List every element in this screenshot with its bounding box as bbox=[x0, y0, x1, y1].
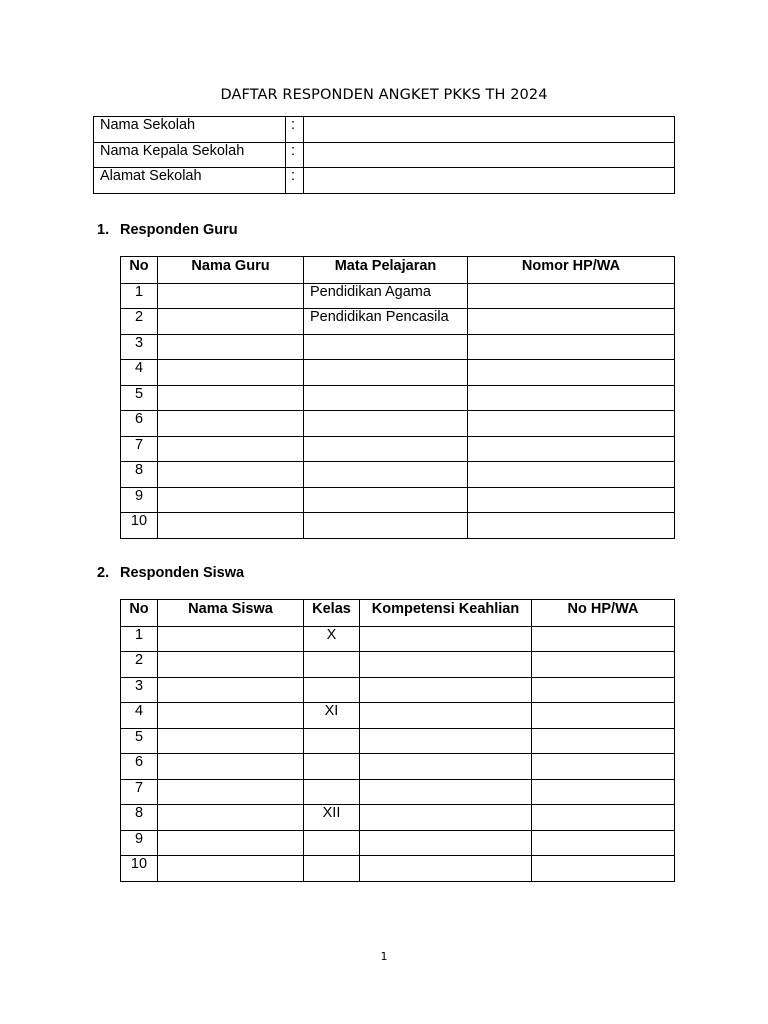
cell-no: 5 bbox=[121, 728, 158, 754]
cell-kompetensi-keahlian[interactable] bbox=[360, 703, 532, 729]
siswa-table bbox=[120, 599, 675, 882]
cell-no-hp-wa[interactable] bbox=[532, 652, 675, 678]
header-nama-guru: Nama Guru bbox=[158, 257, 304, 284]
table-row bbox=[121, 385, 675, 411]
cell-nama-guru[interactable] bbox=[158, 462, 304, 488]
table-row bbox=[121, 513, 675, 539]
info-colon: : bbox=[286, 142, 304, 168]
cell-no-hp-wa[interactable] bbox=[532, 677, 675, 703]
info-colon: : bbox=[286, 117, 304, 143]
cell-nomor-hp-wa[interactable] bbox=[468, 360, 675, 386]
info-value-field[interactable] bbox=[304, 168, 675, 194]
cell-no: 4 bbox=[121, 703, 158, 729]
table-row bbox=[121, 779, 675, 805]
info-label: Nama Sekolah bbox=[94, 117, 286, 143]
page-title: DAFTAR RESPONDEN ANGKET PKKS TH 2024 bbox=[220, 87, 548, 103]
table-row bbox=[121, 487, 675, 513]
cell-kelas[interactable]: XI bbox=[304, 703, 360, 729]
cell-kompetensi-keahlian[interactable] bbox=[360, 728, 532, 754]
info-row bbox=[94, 168, 675, 194]
cell-nama-guru[interactable] bbox=[158, 436, 304, 462]
cell-nama-guru[interactable] bbox=[158, 513, 304, 539]
cell-kelas[interactable]: XII bbox=[304, 805, 360, 831]
cell-mata-pelajaran[interactable] bbox=[304, 513, 468, 539]
cell-kelas[interactable]: X bbox=[304, 626, 360, 652]
cell-nama-guru[interactable] bbox=[158, 309, 304, 335]
header-mata-pelajaran: Mata Pelajaran bbox=[304, 257, 468, 284]
cell-no: 1 bbox=[121, 283, 158, 309]
cell-no: 6 bbox=[121, 754, 158, 780]
info-value-field[interactable] bbox=[304, 117, 675, 143]
cell-mata-pelajaran[interactable] bbox=[304, 385, 468, 411]
table-row bbox=[121, 411, 675, 437]
header-kelas: Kelas bbox=[304, 600, 360, 627]
cell-nama-guru[interactable] bbox=[158, 360, 304, 386]
cell-nama-siswa[interactable] bbox=[158, 805, 304, 831]
header-no: No bbox=[121, 600, 158, 627]
cell-nama-siswa[interactable] bbox=[158, 677, 304, 703]
cell-mata-pelajaran[interactable]: Pendidikan Pencasila bbox=[304, 309, 468, 335]
cell-no: 4 bbox=[121, 360, 158, 386]
header-no-hp-wa: No HP/WA bbox=[532, 600, 675, 627]
cell-no: 2 bbox=[121, 309, 158, 335]
table-row bbox=[121, 652, 675, 678]
cell-no: 10 bbox=[121, 856, 158, 882]
cell-nama-siswa[interactable] bbox=[158, 728, 304, 754]
cell-mata-pelajaran[interactable] bbox=[304, 462, 468, 488]
cell-no: 5 bbox=[121, 385, 158, 411]
cell-no: 1 bbox=[121, 626, 158, 652]
header-kompetensi-keahlian: Kompetensi Keahlian bbox=[360, 600, 532, 627]
cell-nomor-hp-wa[interactable] bbox=[468, 411, 675, 437]
cell-nama-guru[interactable] bbox=[158, 411, 304, 437]
cell-no: 7 bbox=[121, 779, 158, 805]
cell-mata-pelajaran[interactable]: Pendidikan Agama bbox=[304, 283, 468, 309]
cell-nomor-hp-wa[interactable] bbox=[468, 283, 675, 309]
table-row bbox=[121, 462, 675, 488]
cell-nama-siswa[interactable] bbox=[158, 830, 304, 856]
info-label: Alamat Sekolah bbox=[94, 168, 286, 194]
cell-nomor-hp-wa[interactable] bbox=[468, 462, 675, 488]
cell-nama-siswa[interactable] bbox=[158, 652, 304, 678]
cell-no-hp-wa[interactable] bbox=[532, 779, 675, 805]
cell-no-hp-wa[interactable] bbox=[532, 728, 675, 754]
cell-nomor-hp-wa[interactable] bbox=[468, 385, 675, 411]
info-row bbox=[94, 142, 675, 168]
info-row bbox=[94, 117, 675, 143]
cell-no-hp-wa[interactable] bbox=[532, 856, 675, 882]
cell-mata-pelajaran[interactable] bbox=[304, 436, 468, 462]
table-row bbox=[121, 626, 675, 652]
cell-kompetensi-keahlian[interactable] bbox=[360, 677, 532, 703]
table-row bbox=[121, 309, 675, 335]
cell-kompetensi-keahlian[interactable] bbox=[360, 856, 532, 882]
table-row bbox=[121, 728, 675, 754]
cell-no-hp-wa[interactable] bbox=[532, 830, 675, 856]
cell-no-hp-wa[interactable] bbox=[532, 805, 675, 831]
cell-kelas[interactable] bbox=[304, 728, 360, 754]
table-row bbox=[121, 436, 675, 462]
info-value-field[interactable] bbox=[304, 142, 675, 168]
cell-nama-siswa[interactable] bbox=[158, 626, 304, 652]
cell-kelas[interactable] bbox=[304, 779, 360, 805]
cell-nama-siswa[interactable] bbox=[158, 754, 304, 780]
cell-mata-pelajaran[interactable] bbox=[304, 411, 468, 437]
school-info-table bbox=[93, 116, 675, 194]
cell-nomor-hp-wa[interactable] bbox=[468, 487, 675, 513]
section-number: 2. bbox=[97, 565, 110, 581]
section-title: Responden Guru bbox=[120, 222, 238, 238]
guru-table bbox=[120, 256, 675, 539]
table-row bbox=[121, 830, 675, 856]
cell-no: 8 bbox=[121, 462, 158, 488]
cell-kompetensi-keahlian[interactable] bbox=[360, 805, 532, 831]
cell-nama-guru[interactable] bbox=[158, 334, 304, 360]
header-nama-siswa: Nama Siswa bbox=[158, 600, 304, 627]
cell-no: 7 bbox=[121, 436, 158, 462]
cell-kompetensi-keahlian[interactable] bbox=[360, 754, 532, 780]
cell-no: 6 bbox=[121, 411, 158, 437]
cell-kelas[interactable] bbox=[304, 856, 360, 882]
cell-kelas[interactable] bbox=[304, 652, 360, 678]
cell-nomor-hp-wa[interactable] bbox=[468, 309, 675, 335]
table-row bbox=[121, 360, 675, 386]
table-row bbox=[121, 677, 675, 703]
cell-nama-guru[interactable] bbox=[158, 283, 304, 309]
cell-mata-pelajaran[interactable] bbox=[304, 360, 468, 386]
table-row bbox=[121, 856, 675, 882]
page-number: 1 bbox=[380, 950, 388, 963]
table-row bbox=[121, 805, 675, 831]
cell-kompetensi-keahlian[interactable] bbox=[360, 779, 532, 805]
cell-mata-pelajaran[interactable] bbox=[304, 487, 468, 513]
table-row bbox=[121, 754, 675, 780]
cell-no-hp-wa[interactable] bbox=[532, 754, 675, 780]
header-no: No bbox=[121, 257, 158, 284]
cell-kelas[interactable] bbox=[304, 830, 360, 856]
cell-no: 3 bbox=[121, 677, 158, 703]
cell-nama-siswa[interactable] bbox=[158, 779, 304, 805]
cell-nomor-hp-wa[interactable] bbox=[468, 334, 675, 360]
cell-kompetensi-keahlian[interactable] bbox=[360, 830, 532, 856]
cell-kelas[interactable] bbox=[304, 754, 360, 780]
cell-no-hp-wa[interactable] bbox=[532, 703, 675, 729]
info-colon: : bbox=[286, 168, 304, 194]
cell-no-hp-wa[interactable] bbox=[532, 626, 675, 652]
section-title: Responden Siswa bbox=[120, 565, 245, 581]
cell-no: 9 bbox=[121, 487, 158, 513]
cell-nomor-hp-wa[interactable] bbox=[468, 436, 675, 462]
info-label: Nama Kepala Sekolah bbox=[94, 142, 286, 168]
cell-nama-guru[interactable] bbox=[158, 385, 304, 411]
cell-nomor-hp-wa[interactable] bbox=[468, 513, 675, 539]
cell-no: 3 bbox=[121, 334, 158, 360]
cell-nama-guru[interactable] bbox=[158, 487, 304, 513]
table-row bbox=[121, 283, 675, 309]
cell-no: 10 bbox=[121, 513, 158, 539]
cell-kelas[interactable] bbox=[304, 677, 360, 703]
cell-kompetensi-keahlian[interactable] bbox=[360, 626, 532, 652]
table-row bbox=[121, 334, 675, 360]
cell-nama-siswa[interactable] bbox=[158, 703, 304, 729]
table-row bbox=[121, 703, 675, 729]
cell-no: 9 bbox=[121, 830, 158, 856]
cell-kompetensi-keahlian[interactable] bbox=[360, 652, 532, 678]
section-number: 1. bbox=[97, 222, 110, 238]
cell-no: 2 bbox=[121, 652, 158, 678]
cell-mata-pelajaran[interactable] bbox=[304, 334, 468, 360]
header-nomor-hp-wa: Nomor HP/WA bbox=[468, 257, 675, 284]
cell-no: 8 bbox=[121, 805, 158, 831]
cell-nama-siswa[interactable] bbox=[158, 856, 304, 882]
